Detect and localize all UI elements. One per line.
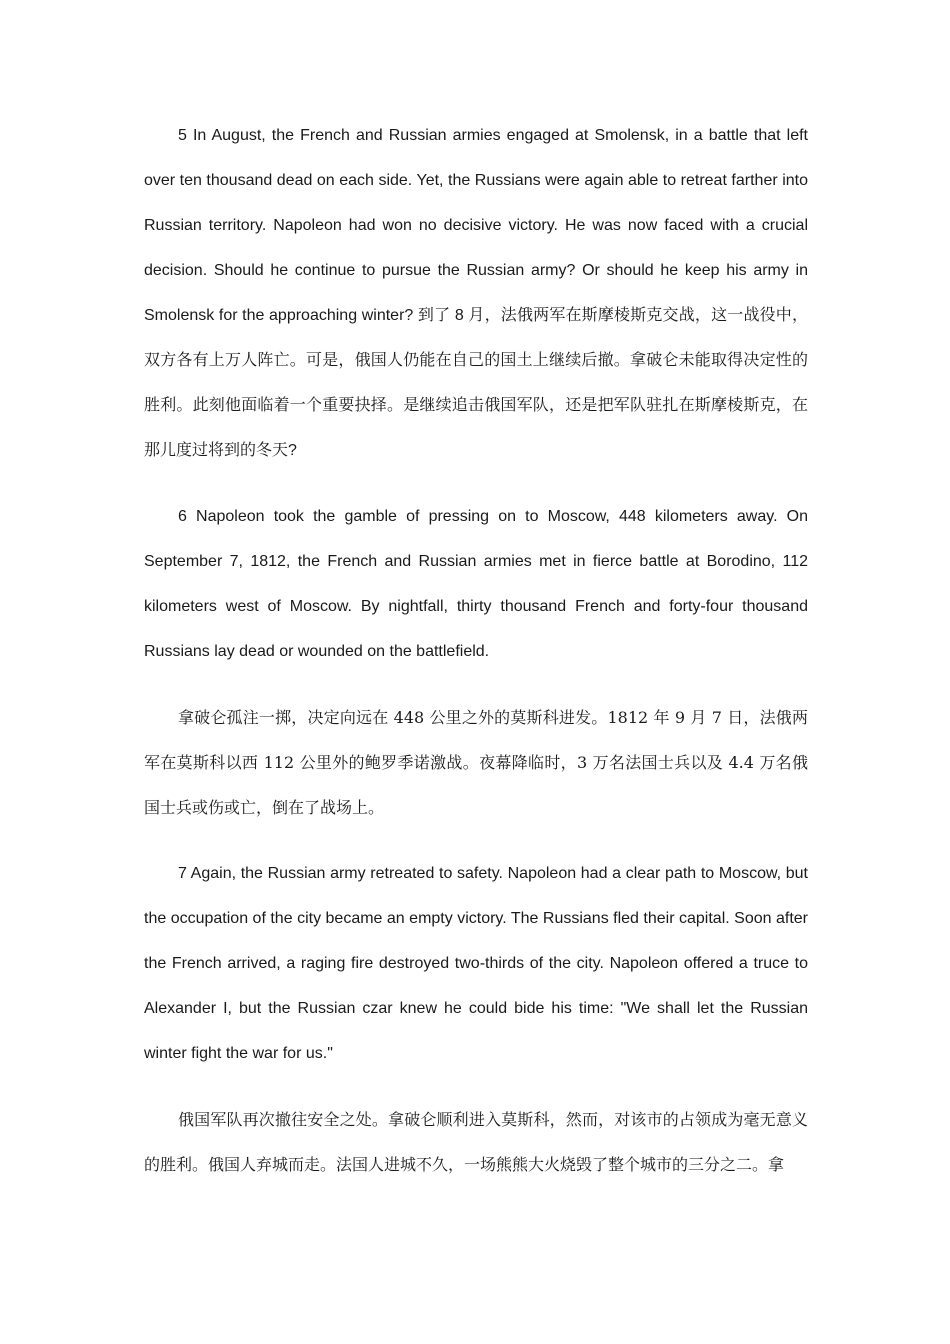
paragraph-6-chinese: 拿破仑孤注一掷，决定向远在 448 公里之外的莫斯科进发。1812 年 9 月 7 日，法俄两军在莫斯科以西 112 公里外的鲍罗季诺激战。夜幕降临时，3 万名法国士兵以及 4.4 万名俄国士兵或伤或亡，倒在了战场上。 [144,708,808,817]
document-page [144,113,808,1208]
paragraph-7-english: 7 Again, the Russian army retreated to safety. Napoleon had a clear path to Moscow, but the occupation of the city became an empty victory. The Russians fled their capital. Soon after the French arrived, a raging fire destroyed two-thirds of the city. Napoleon offered a truce to Alexander I, but the Russian czar knew he could bide his time: "We shall let the Russian winter fight the war for us." [144,865,808,1062]
paragraph-6-english: 6 Napoleon took the gamble of pressing on to Moscow, 448 kilometers away. On September 7, 1812, the French and Russian armies met in fierce battle at Borodino, 112 kilometers west of Moscow. By nightfall, thirty thousand French and forty-four thousand Russians lay dead or wounded on the battlefield. [144,508,808,660]
paragraph-7-chinese: 俄国军队再次撤往安全之处。拿破仑顺利进入莫斯科，然而，对该市的占领成为毫无意义的胜利。俄国人弃城而走。法国人进城不久，一场熊熊大火烧毁了整个城市的三分之二。拿 [144,1110,808,1174]
paragraph-5: 5 In August, the French and Russian armies engaged at Smolensk, in a battle that left over ten thousand dead on each side. Yet, the Russians were again able to retreat farther into Russian territory. Napoleon had won no decisive victory. He was now faced with a crucial decision. Should he continue to pursue the Russian army? Or should he keep his army in Smolensk for the approaching winter? 到了 8 月，法俄两军在斯摩棱斯克交战，这一战役中，双方各有上万人阵亡。可是，俄国人仍能在自己的国土上继续后撤。拿破仑未能取得决定性的胜利。此刻他面临着一个重要抉择。是继续追击俄国军队，还是把军队驻扎在斯摩棱斯克，在那儿度过将到的冬天? [144,127,808,459]
